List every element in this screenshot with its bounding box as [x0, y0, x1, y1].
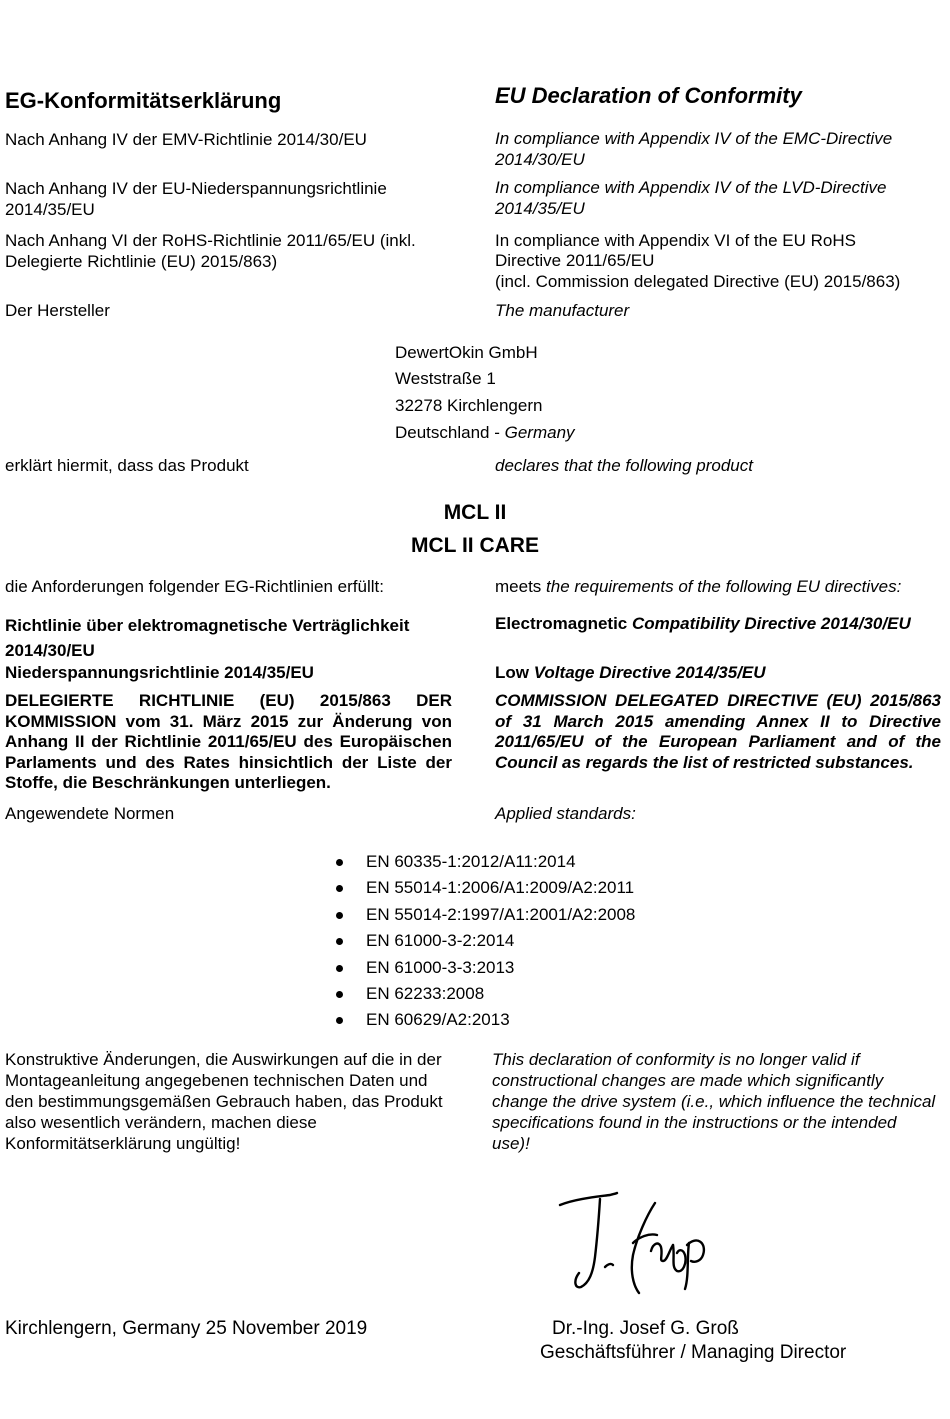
requirements-en-2: the requirements of the following EU directives: — [546, 577, 902, 596]
directive-lvd-de: Niederspannungsrichtlinie 2014/35/EU — [5, 663, 314, 682]
rohs-line-en-2: Directive 2011/65/EU — [495, 251, 655, 270]
declares-de: erklärt hiermit, dass das Produkt — [5, 456, 249, 475]
rohs-line-en-1: In compliance with Appendix VI of the EU RoHS — [495, 231, 856, 250]
rohs-line-en-3: (incl. Commission delegated Directive (EU) 2015/863) — [495, 272, 901, 291]
manufacturer-label-de: Der Hersteller — [5, 301, 110, 320]
country-de: Deutschland - — [395, 423, 505, 442]
validity-note-en: This declaration of conformity is no longer valid if constructional changes are made which significantly change the drive system (i.e., which influence the technical specifications found in the instructions or the intended use)! — [492, 1050, 936, 1153]
rohs-line-de: Nach Anhang VI der RoHS-Richtlinie 2011/65/EU (inkl. Delegierte Richtlinie (EU) 2015/863) — [5, 231, 416, 271]
standard-item: EN 61000-3-2:2014 — [334, 928, 635, 954]
product-name-1: MCL II — [443, 501, 507, 524]
emc-line-en: In compliance with Appendix IV of the EMC-Directive 2014/30/EU — [495, 129, 893, 169]
manufacturer-name: DewertOkin GmbH — [395, 343, 538, 362]
standard-item: EN 55014-2:1997/A1:2001/A2:2008 — [334, 902, 635, 928]
standard-item: EN 55014-1:2006/A1:2009/A2:2011 — [334, 875, 635, 901]
country-en: Germany — [504, 423, 575, 442]
directive-rohs-de: DELEGIERTE RICHTLINIE (EU) 2015/863 DER KOMMISSION vom 31. März 2015 zur Änderung von Anhang II der Richtlinie 2011/65/EU des Europäischen Parlaments und des Rates hinsichtlich der Liste der Stoffe, die Beschränkungen unterliegen. — [5, 691, 452, 792]
manufacturer-city: 32278 Kirchlengern — [395, 396, 543, 415]
standard-item: EN 62233:2008 — [334, 981, 635, 1007]
directive-lvd-en-1: Low — [495, 663, 534, 682]
directive-emc-en-1: Electromagnetic — [495, 614, 632, 633]
emc-line-de: Nach Anhang IV der EMV-Richtlinie 2014/30/EU — [5, 130, 367, 149]
manufacturer-country — [395, 422, 575, 443]
signer-name: Dr.-Ing. Josef G. Groß — [552, 1318, 739, 1339]
directive-emc-de: Richtlinie über elektromagnetische Verträglichkeit 2014/30/EU — [5, 616, 410, 660]
product-name-2: MCL II CARE — [411, 534, 539, 557]
directive-rohs-en: COMMISSION DELEGATED DIRECTIVE (EU) 2015/863 of 31 March 2015 amending Annex II to Directive 2011/65/EU of the European Parliament and of the Council as regards the list of restricted substances. — [495, 691, 941, 772]
standard-item: EN 60629/A2:2013 — [334, 1007, 635, 1033]
standards-list — [334, 849, 635, 1034]
directive-emc-en — [495, 613, 911, 634]
directive-lvd-en — [495, 662, 766, 683]
standard-item: EN 61000-3-3:2013 — [334, 955, 635, 981]
manufacturer-street: Weststraße 1 — [395, 369, 496, 388]
requirements-en — [495, 576, 901, 597]
declares-en: declares that the following product — [495, 456, 753, 475]
directive-emc-en-2: Compatibility Directive 2014/30/EU — [632, 614, 911, 633]
lvd-line-en: In compliance with Appendix IV of the LVD-Directive 2014/35/EU — [495, 178, 887, 218]
validity-note-de: Konstruktive Änderungen, die Auswirkungen auf die in der Montageanleitung angegebenen technischen Daten und den bestimmungsgemäßen Gebrauch haben, das Produkt also wesentlich verändern, machen diese Konformitätserklärung ungültig! — [5, 1050, 443, 1153]
standard-item: EN 60335-1:2012/A11:2014 — [334, 849, 635, 875]
signature-image — [555, 1185, 725, 1305]
requirements-de: die Anforderungen folgender EG-Richtlinien erfüllt: — [5, 577, 384, 596]
requirements-en-1: meets — [495, 577, 547, 596]
title-de: EG-Konformitätserklärung — [5, 88, 282, 113]
directive-lvd-en-2: Voltage Directive 2014/35/EU — [533, 663, 766, 682]
signer-title: Geschäftsführer / Managing Director — [540, 1342, 847, 1363]
manufacturer-label-en: The manufacturer — [495, 301, 630, 320]
lvd-line-de: Nach Anhang IV der EU-Niederspannungsrichtlinie 2014/35/EU — [5, 179, 387, 219]
place-date: Kirchlengern, Germany 25 November 2019 — [5, 1318, 368, 1339]
standards-label-de: Angewendete Normen — [5, 804, 175, 823]
standards-label-en: Applied standards: — [495, 804, 636, 823]
title-en: EU Declaration of Conformity — [495, 83, 802, 108]
